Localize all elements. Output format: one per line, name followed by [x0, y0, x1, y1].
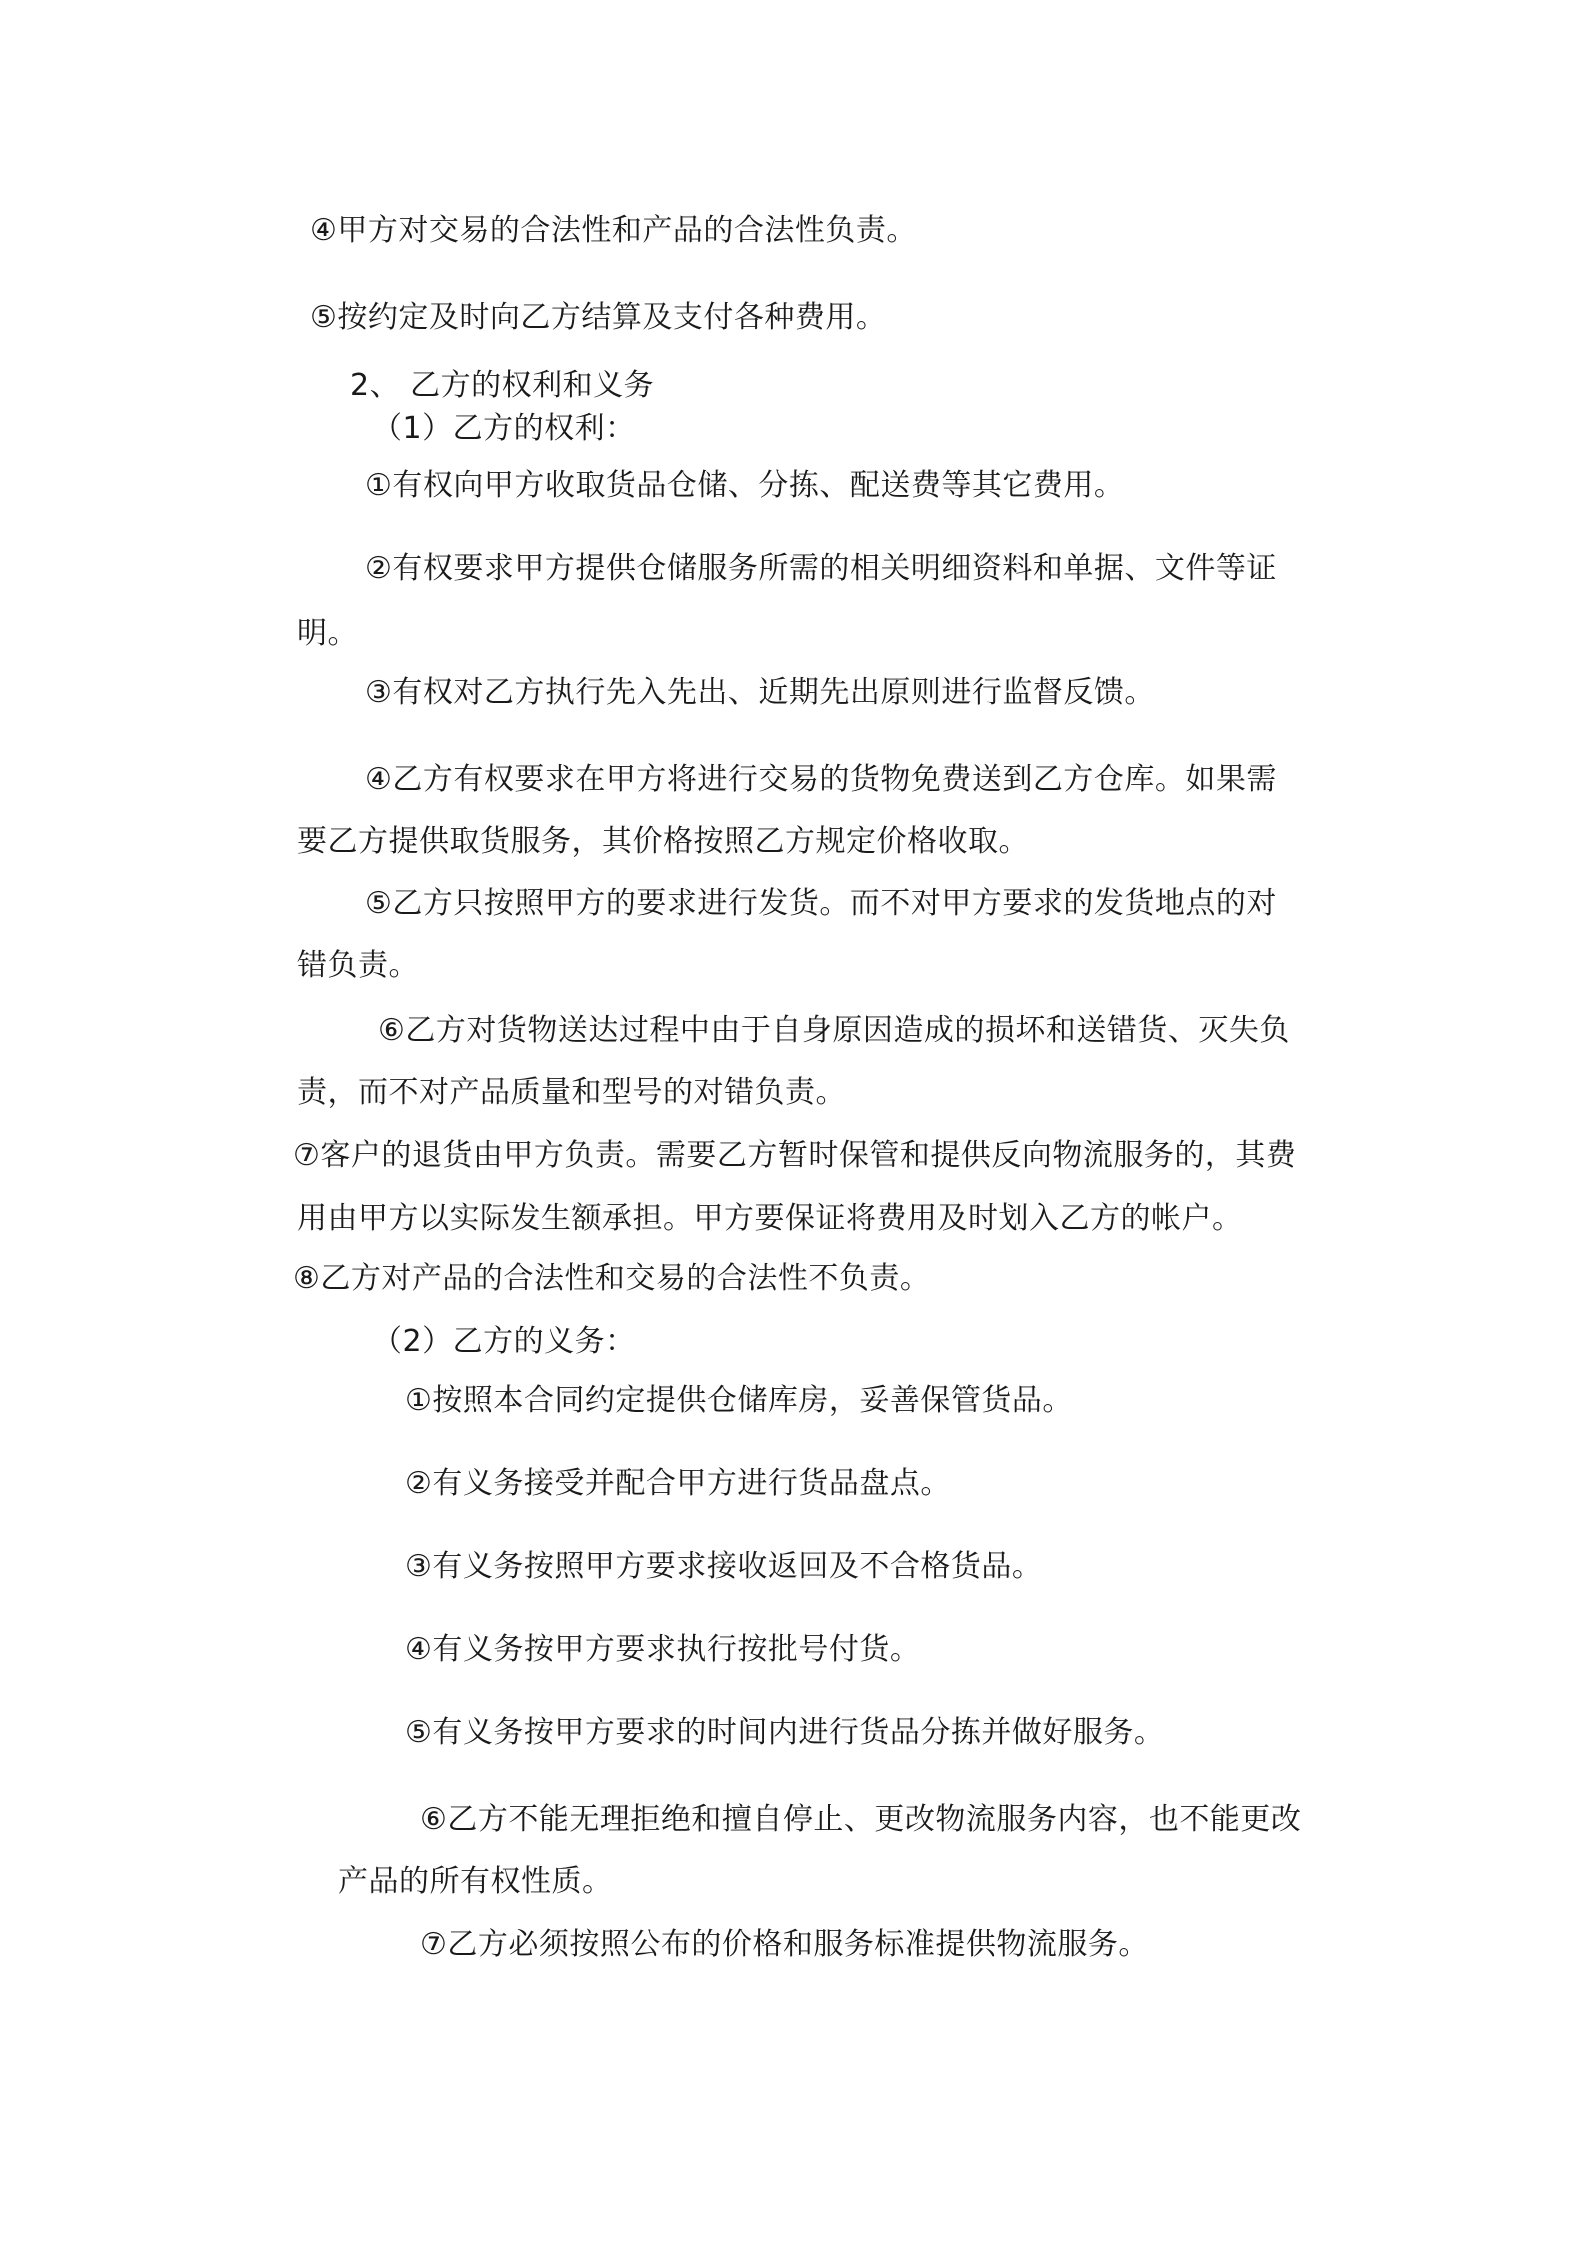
subsection-heading-rights: （1）乙方的权利：: [372, 411, 636, 446]
party-b-obligation-1: ①按照本合同约定提供仓储库房，妥善保管货品。: [405, 1383, 1073, 1418]
party-b-right-5-cont: 错负责。: [297, 948, 419, 983]
party-b-right-5: ⑤乙方只按照甲方的要求进行发货。而不对甲方要求的发货地点的对: [365, 886, 1277, 921]
section-heading-2: 2、 乙方的权利和义务: [350, 368, 655, 403]
party-b-obligation-6: ⑥乙方不能无理拒绝和擅自停止、更改物流服务内容，也不能更改: [420, 1802, 1302, 1837]
party-b-right-7-cont: 用由甲方以实际发生额承担。甲方要保证将费用及时划入乙方的帐户。: [297, 1201, 1243, 1236]
party-a-obligation-5: ⑤按约定及时向乙方结算及支付各种费用。: [310, 300, 887, 335]
party-b-right-8: ⑧乙方对产品的合法性和交易的合法性不负责。: [293, 1261, 931, 1296]
party-b-right-7: ⑦客户的退货由甲方负责。需要乙方暂时保管和提供反向物流服务的，其费: [293, 1138, 1297, 1173]
party-b-right-3: ③有权对乙方执行先入先出、近期先出原则进行监督反馈。: [365, 675, 1155, 710]
party-b-right-4: ④乙方有权要求在甲方将进行交易的货物免费送到乙方仓库。如果需: [365, 762, 1277, 797]
party-b-obligation-3: ③有义务按照甲方要求接收返回及不合格货品。: [405, 1549, 1043, 1584]
subsection-heading-obligations: （2）乙方的义务：: [372, 1324, 636, 1359]
party-b-obligation-4: ④有义务按甲方要求执行按批号付货。: [405, 1632, 921, 1667]
party-b-right-2-cont: 明。: [297, 616, 358, 651]
party-b-right-6-cont: 责，而不对产品质量和型号的对错负责。: [297, 1075, 846, 1110]
party-b-obligation-7: ⑦乙方必须按照公布的价格和服务标准提供物流服务。: [420, 1927, 1149, 1962]
party-b-obligation-2: ②有义务接受并配合甲方进行货品盘点。: [405, 1466, 951, 1501]
party-b-right-4-cont: 要乙方提供取货服务，其价格按照乙方规定价格收取。: [297, 824, 1029, 859]
party-b-right-2: ②有权要求甲方提供仓储服务所需的相关明细资料和单据、文件等证: [365, 551, 1277, 586]
party-a-obligation-4: ④甲方对交易的合法性和产品的合法性负责。: [310, 213, 917, 248]
party-b-right-6: ⑥乙方对货物送达过程中由于自身原因造成的损坏和送错货、灭失负: [378, 1013, 1290, 1048]
party-b-right-1: ①有权向甲方收取货品仓储、分拣、配送费等其它费用。: [365, 468, 1125, 503]
party-b-obligation-6-cont: 产品的所有权性质。: [338, 1864, 613, 1899]
party-b-obligation-5: ⑤有义务按甲方要求的时间内进行货品分拣并做好服务。: [405, 1715, 1165, 1750]
